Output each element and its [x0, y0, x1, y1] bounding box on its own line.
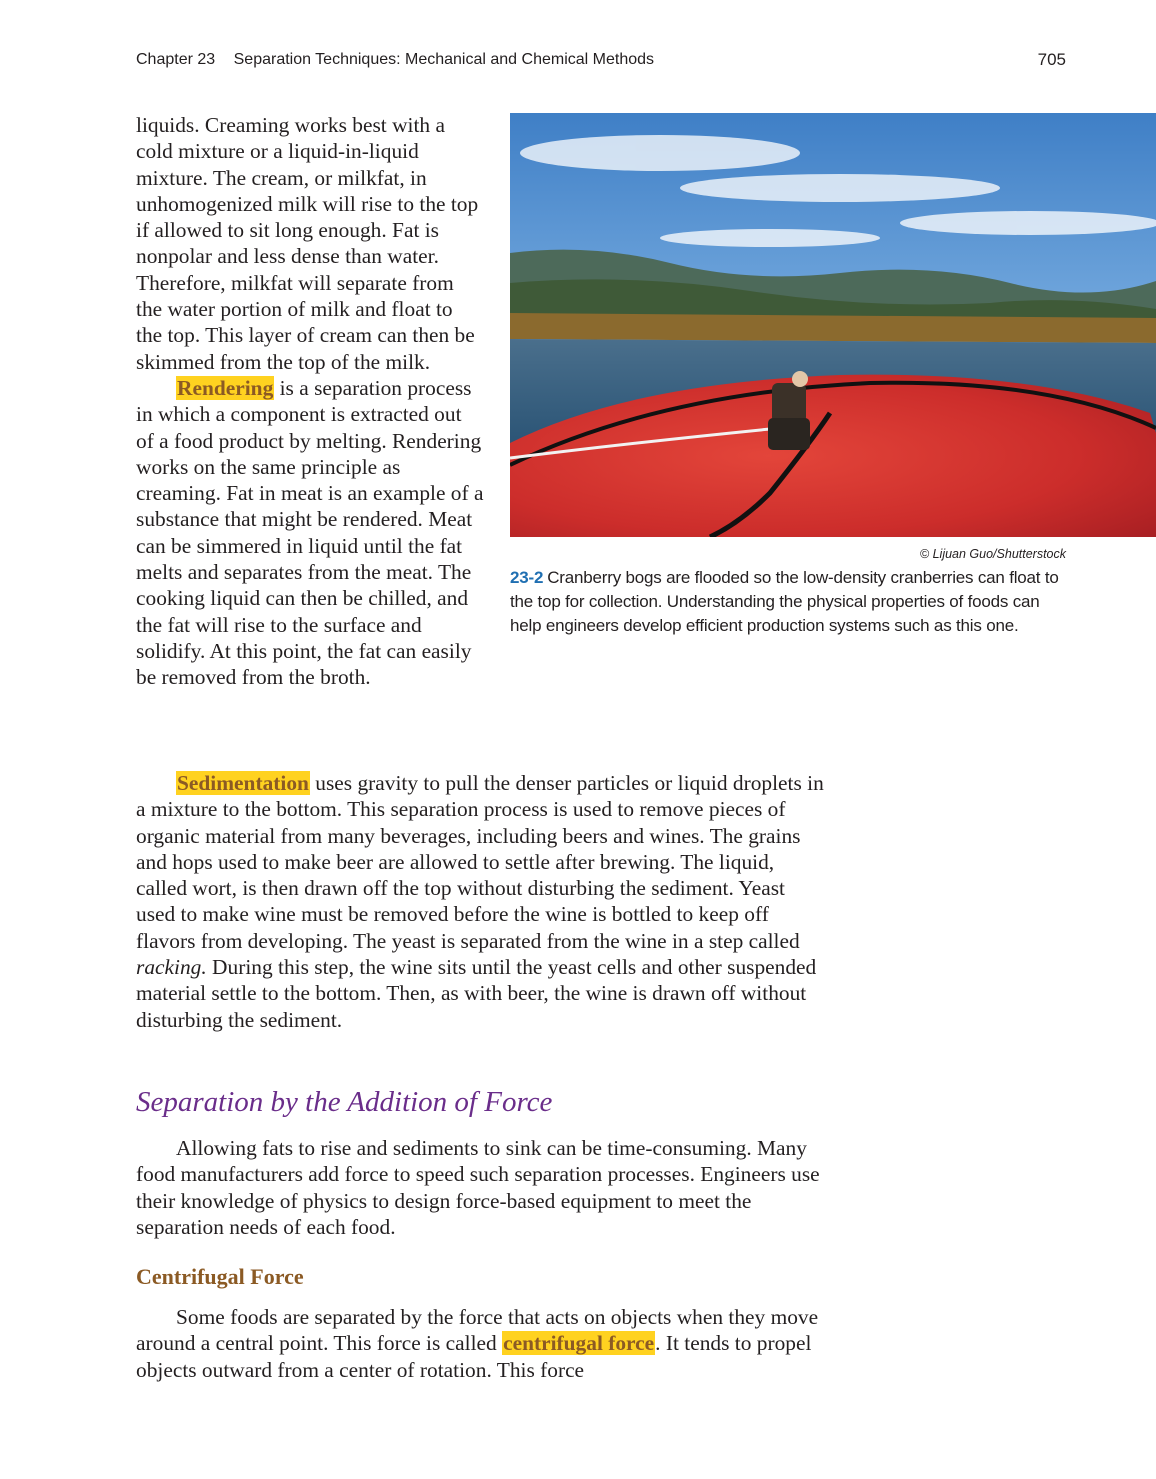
sedimentation-block — [136, 770, 826, 1033]
subheading-centrifugal: Centrifugal Force — [136, 1264, 304, 1289]
running-head — [136, 51, 1066, 69]
sedimentation-paragraph — [136, 770, 826, 1033]
photo-credit: © Lijuan Guo/Shutterstock — [919, 547, 1066, 561]
creaming-paragraph: liquids. Creaming works best with a cold mixture or a liquid-in-liquid mixture. The cream, or milkfat, in unhomogenized milk will rise to the top if allowed to sit long enough. Fat is nonpolar and less dense than water. Therefore, milkfat will separate from the water portion of milk and float to the top. This layer of cream can then be skimmed from the top of the milk. — [136, 113, 479, 374]
centrifugal-block — [136, 1304, 826, 1383]
rendering-paragraph — [136, 375, 484, 691]
figure-caption-text: Cranberry bogs are flooded so the low-density cranberries can float to the top for collection. Understanding the physical properties of foods can help engineers develop efficient production systems such as this one. — [510, 568, 1059, 635]
centrifugal-text-2: . It tends to propel objects outward from a center of rotation. This force — [136, 1331, 812, 1382]
section-heading: Separation by the Addition of Force — [136, 1086, 553, 1118]
force-intro-paragraph: Allowing fats to rise and sediments to sink can be time-consuming. Many food manufacturers add force to speed such separation processes. Engineers use their knowledge of physics to design force-based equipment to meet the separation needs of each food. — [136, 1136, 820, 1239]
sedimentation-text-2: During this step, the wine sits until the yeast cells and other suspended material settle to the bottom. Then, as with beer, the wine is drawn off without disturbing the sediment. — [136, 955, 817, 1032]
page-number: 705 — [1037, 50, 1066, 69]
sedimentation-text-1: uses gravity to pull the denser particles or liquid droplets in a mixture to the bottom. This separation process is used to remove pieces of organic material from many beverages, including beers and wines. The grains and hops used to make beer are allowed to settle after brewing. The liquid, called wort, is then drawn off the top without disturbing the sediment. Yeast used to make wine must be removed before the wine is bottled to keep off flavors from developing. The yeast is separated from the wine in a step called — [136, 771, 824, 953]
figure-number: 23-2 — [510, 568, 544, 587]
racking-term: racking. — [136, 955, 207, 980]
force-intro-block — [136, 1135, 826, 1240]
key-term-centrifugal-force: centrifugal force — [503, 1331, 655, 1356]
key-term-sedimentation: Sedimentation — [177, 771, 309, 795]
narrow-text-column — [136, 112, 484, 691]
cranberry-bog-photo — [510, 113, 1156, 537]
centrifugal-paragraph — [136, 1304, 826, 1383]
chapter-label: Chapter 23 — [136, 51, 216, 68]
figure-caption — [510, 566, 1070, 638]
chapter-title: Separation Techniques: Mechanical and Chemical Methods — [233, 51, 655, 68]
rendering-text: is a separation process in which a component is extracted out of a food product by melting. Rendering works on the same principle as creaming. Fat in meat is an example of a substance that might be rendered. Meat can be simmered in liquid until the fat melts and separates from the meat. The cooking liquid can then be chilled, and the fat will rise to the surface and solidify. At this point, the fat can easily be removed from the broth. — [136, 375, 484, 690]
key-term-rendering: Rendering — [177, 375, 274, 400]
centrifugal-text-1: Some foods are separated by the force that acts on objects when they move around a central point. This force is called — [136, 1305, 819, 1356]
